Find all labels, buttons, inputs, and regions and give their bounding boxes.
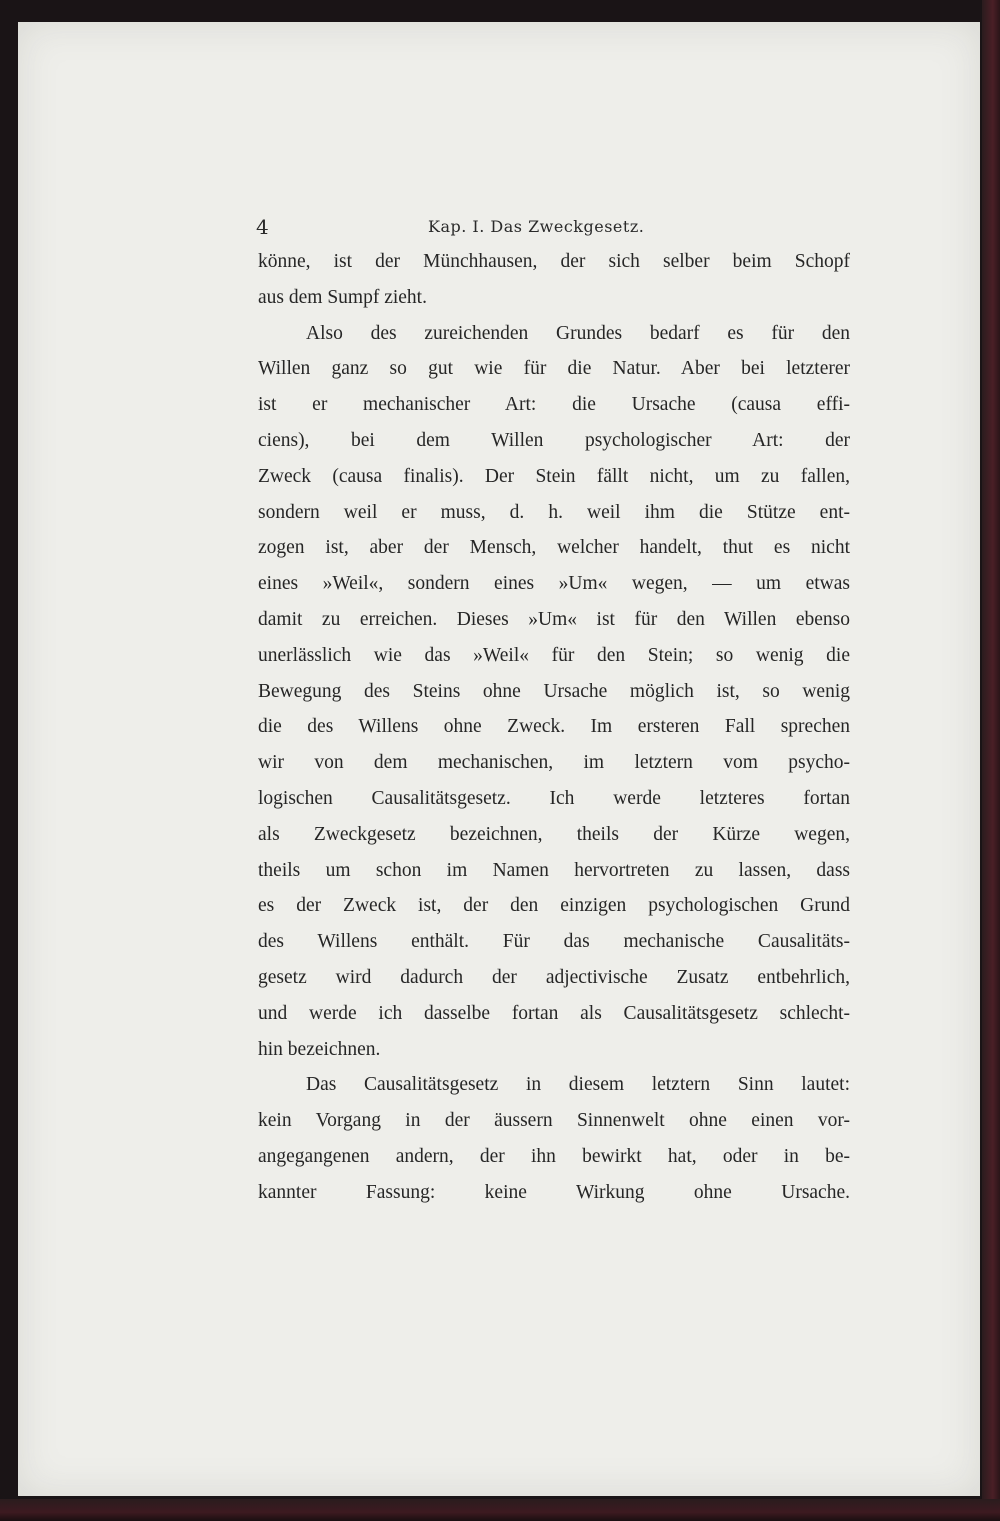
page-number: 4 bbox=[256, 215, 269, 239]
text-line: Bewegung des Steins ohne Ursache möglich ist, so wenig bbox=[258, 680, 850, 702]
text-line: ist er mechanischer Art: die Ursache (causa effi- bbox=[258, 394, 850, 416]
text-line: zogen ist, aber der Mensch, welcher handelt, thut es nicht bbox=[258, 537, 850, 559]
text-line: theils um schon im Namen hervortreten zu lassen, dass bbox=[258, 859, 850, 881]
text-line: hin bezeichnen. bbox=[258, 1038, 381, 1060]
text-line: unerlässlich wie das »Weil« für den Stein; so wenig die bbox=[258, 644, 850, 666]
text-line: kein Vorgang in der äussern Sinnenwelt ohne einen vor- bbox=[258, 1110, 850, 1132]
text-line: Zweck (causa finalis). Der Stein fällt nicht, um zu fallen, bbox=[258, 465, 850, 487]
text-line: könne, ist der Münchhausen, der sich selber beim Schopf bbox=[258, 251, 850, 272]
body-text bbox=[258, 244, 850, 1211]
text-line: wir von dem mechanischen, im letztern vom psycho- bbox=[258, 752, 850, 774]
text-line: als Zweckgesetz bezeichnen, theils der Kürze wegen, bbox=[258, 823, 850, 845]
text-line: die des Willens ohne Zweck. Im ersteren Fall sprechen bbox=[258, 716, 850, 738]
text-line: eines »Weil«, sondern eines »Um« wegen, — um etwas bbox=[258, 573, 850, 595]
text-line: logischen Causalitätsgesetz. Ich werde letzteres fortan bbox=[258, 787, 850, 809]
text-line: des Willens enthält. Für das mechanische Causalitäts- bbox=[258, 931, 850, 953]
text-line: aus dem Sumpf zieht. bbox=[258, 286, 427, 308]
text-line: Willen ganz so gut wie für die Natur. Aber bei letzterer bbox=[258, 358, 850, 380]
running-head bbox=[256, 215, 858, 245]
book-binding-bottom bbox=[0, 1499, 1000, 1521]
text-line: ciens), bei dem Willen psychologischer Art: der bbox=[258, 429, 850, 451]
running-title: Kap. I. Das Zweckgesetz. bbox=[428, 217, 645, 236]
book-binding-edge bbox=[982, 0, 1000, 1521]
text-line: kannter Fassung: keine Wirkung ohne Ursache. bbox=[258, 1181, 850, 1203]
text-line: damit zu erreichen. Dieses »Um« ist für den Willen ebenso bbox=[258, 608, 850, 630]
paragraph-start-line: Also des zureichenden Grundes bedarf es für den bbox=[306, 322, 850, 344]
text-line: angegangenen andern, der ihn bewirkt hat, oder in be- bbox=[258, 1145, 850, 1167]
book-page bbox=[18, 22, 980, 1496]
text-line: es der Zweck ist, der den einzigen psychologischen Grund bbox=[258, 895, 850, 917]
text-line: sondern weil er muss, d. h. weil ihm die Stütze ent- bbox=[258, 501, 850, 523]
paragraph-start-line: Das Causalitätsgesetz in diesem letztern Sinn lautet: bbox=[306, 1074, 850, 1096]
text-line: und werde ich dasselbe fortan als Causalitätsgesetz schlecht- bbox=[258, 1002, 850, 1024]
text-line: gesetz wird dadurch der adjectivische Zusatz entbehrlich, bbox=[258, 966, 850, 988]
